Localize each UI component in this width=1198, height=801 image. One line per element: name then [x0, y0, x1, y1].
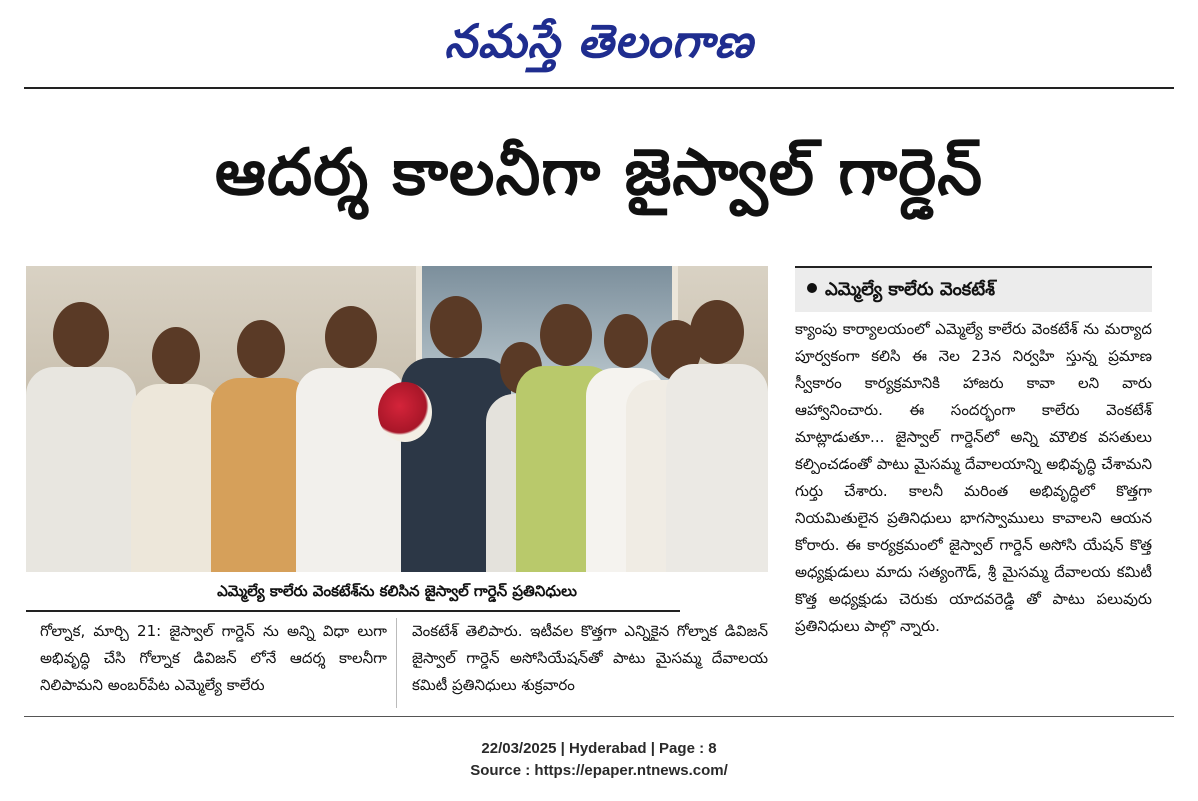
sidebar-heading-box — [795, 266, 1152, 312]
flower-bouquet — [378, 382, 432, 442]
source-link[interactable]: Source : https://epaper.ntnews.com/ — [470, 762, 728, 779]
edition-info: 22/03/2025 | Hyderabad | Page : 8 — [481, 740, 717, 757]
photo-person — [296, 306, 406, 572]
masthead-divider — [24, 87, 1174, 89]
newspaper-masthead: నమస్తే తెలంగాణ — [444, 14, 754, 68]
article-body-left-column: గోల్నాక, మార్చి 21: జైస్వాల్ గార్డెన్ ను అన్ని విధా లుగా అభివృద్ధి చేసి గోల్నాక డివిజన్ లోనే ఆదర్శ కాలనీగా నిలిపామని అంబర్‌పేట ఎమ్మెల్యే కాలేరు — [40, 622, 387, 694]
photo-person — [131, 327, 221, 572]
photo-caption: ఎమ్మెల్యే కాలేరు వెంకటేశ్‌ను కలిసిన జైస్వాల్ గార్డెన్ ప్రతినిధులు — [217, 582, 577, 600]
sidebar-title: ఎమ్మెల్యే కాలేరు వెంకటేశ్ — [825, 279, 995, 300]
photo-person — [26, 302, 136, 572]
footer-divider — [24, 716, 1174, 717]
bullet-icon — [807, 283, 817, 293]
article-body-right-column: క్యాంపు కార్యాలయంలో ఎమ్మెల్యే కాలేరు వెంకటేశ్ ను మర్యాద పూర్వకంగా కలిసి ఈ నెల 23న నిర్వహి స్తున్న ప్రమాణ స్వీకారం కార్యక్రమానికి హాజరు కావా లని వారు ఆహ్వానించారు. ఈ సందర్భంగా కాలేరు వెంకటేశ్ మాట్లాడుతూ... జైస్వాల్ గార్డెన్‌లో అన్ని మౌలిక వసతులు కల్పించడంతో పాటు మైసమ్మ దేవాలయాన్ని అభివృద్ధి చేశామని గుర్తు చేశారు. కాలనీ మరింత అభివృద్ధిలో కొత్తగా నియమితులైన ప్రతినిధులు భాగస్వాములు కావాలని ఆయన కోరారు. ఈ కార్యక్రమంలో జైస్వాల్ గార్డెన్ అసోసి యేషన్ కొత్త అధ్యక్షుడులు మాదు సత్యంగౌడ్, శ్రీ మైసమ్మ దేవాలయ కమిటీ కొత్త అధ్యక్షుడు చెరుకు యాదవరెడ్డి తో పాటు పలువురు ప్రతినిధులు పాల్గొ న్నారు. — [795, 320, 1152, 635]
caption-divider — [26, 610, 680, 612]
column-divider — [396, 618, 397, 708]
article-headline: ఆదర్శ కాలనీగా జైస్వాల్ గార్డెన్ — [214, 136, 984, 210]
photo-person — [666, 300, 768, 572]
article-body-middle-column: వెంకటేశ్ తెలిపారు. ఇటీవల కొత్తగా ఎన్నికైన గోల్నాక డివిజన్ జైస్వాల్ గార్డెన్ అసోసియేషన్‌తో పాటు మైసమ్మ దేవాలయ కమిటీ ప్రతినిధులు శుక్రవారం — [412, 622, 768, 694]
